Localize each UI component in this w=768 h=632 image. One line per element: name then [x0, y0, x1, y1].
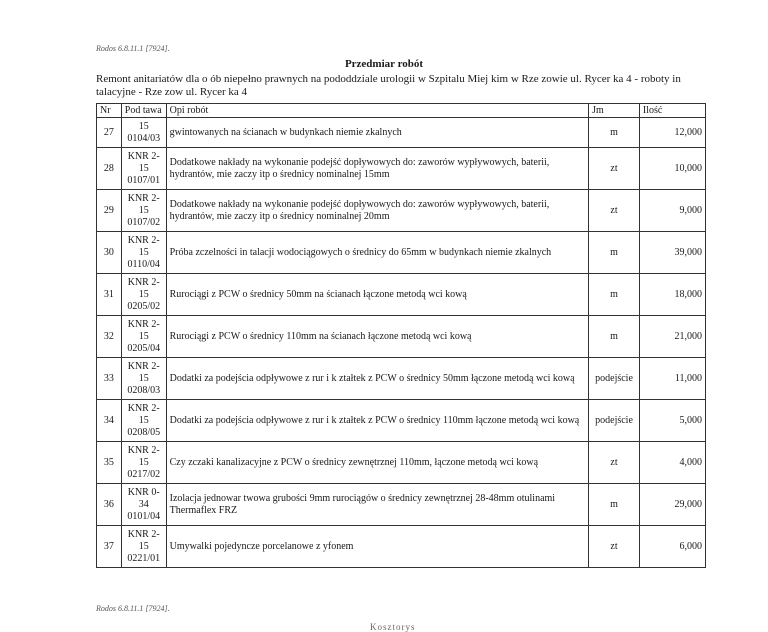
row-basis — [121, 484, 166, 526]
basis-line: 15 — [138, 162, 149, 174]
basis-line: 15 — [138, 456, 149, 468]
row-quantity: 12,000 — [639, 118, 705, 148]
document-title: Przedmiar robót — [344, 58, 424, 70]
basis-line: KNR 2- — [127, 402, 160, 414]
row-quantity: 10,000 — [639, 148, 705, 190]
basis-line: 15 — [138, 330, 149, 342]
row-number: 35 — [97, 442, 122, 484]
row-description: Czy zczaki kanalizacyjne z PCW o średnicy zewnętrznej 110mm, łączone metodą wci kową — [166, 442, 588, 484]
row-quantity: 21,000 — [639, 316, 705, 358]
basis-line: 0205/04 — [127, 342, 161, 354]
table-header-row — [97, 104, 706, 118]
row-unit: m — [589, 232, 640, 274]
row-unit: podejście — [589, 400, 640, 442]
row-unit: zt — [589, 190, 640, 232]
row-number: 33 — [97, 358, 122, 400]
basis-line: 15 — [138, 414, 149, 426]
row-quantity: 39,000 — [639, 232, 705, 274]
basis-line: KNR 0- — [127, 486, 160, 498]
basis-line: KNR 2- — [127, 360, 160, 372]
basis-line: 15 — [138, 372, 149, 384]
column-header-description: Opi robót — [166, 104, 588, 118]
table-row — [97, 274, 706, 316]
basis-line: KNR 2- — [127, 318, 160, 330]
row-number: 37 — [97, 526, 122, 568]
row-description: Dodatkowe nakłady na wykonanie podejść dopływowych do: zaworów wypływowych, baterii, hydrantów, mie zaczy itp o średnicy nominalnej 20mm — [166, 190, 588, 232]
row-number: 36 — [97, 484, 122, 526]
row-basis — [121, 316, 166, 358]
basis-line: 0101/04 — [127, 510, 161, 522]
row-basis — [121, 400, 166, 442]
basis-line: KNR 2- — [127, 444, 160, 456]
row-unit: m — [589, 316, 640, 358]
basis-line: 15 — [138, 204, 149, 216]
row-quantity: 6,000 — [639, 526, 705, 568]
row-description: Rurociągi z PCW o średnicy 110mm na ścianach łączone metodą wci kową — [166, 316, 588, 358]
row-number: 31 — [97, 274, 122, 316]
row-quantity: 9,000 — [639, 190, 705, 232]
table-row — [97, 190, 706, 232]
basis-line: 15 — [138, 120, 149, 132]
header-note: Rodos 6.8.11.1 [7924]. — [96, 44, 170, 53]
row-description: Próba zczelności in talacji wodociągowych o średnicy do 65mm w budynkach niemie zkalnych — [166, 232, 588, 274]
row-description: Umywalki pojedyncze porcelanowe z yfonem — [166, 526, 588, 568]
row-unit: m — [589, 118, 640, 148]
row-quantity: 29,000 — [639, 484, 705, 526]
row-number: 32 — [97, 316, 122, 358]
row-number: 30 — [97, 232, 122, 274]
basis-line: 0107/01 — [127, 174, 161, 186]
table-row — [97, 118, 706, 148]
next-section-heading-partial: Kosztorys — [370, 622, 416, 632]
table-row — [97, 442, 706, 484]
basis-line: 15 — [138, 246, 149, 258]
row-number: 29 — [97, 190, 122, 232]
column-header-basis: Pod tawa — [121, 104, 166, 118]
row-description: gwintowanych na ścianach w budynkach niemie zkalnych — [166, 118, 588, 148]
row-unit: zt — [589, 442, 640, 484]
table-row — [97, 484, 706, 526]
basis-line: KNR 2- — [127, 192, 160, 204]
row-basis — [121, 190, 166, 232]
row-description: Rurociągi z PCW o średnicy 50mm na ścianach łączone metodą wci kową — [166, 274, 588, 316]
row-unit: zt — [589, 526, 640, 568]
footer-note: Rodos 6.8.11.1 [7924]. — [96, 604, 170, 613]
basis-line: KNR 2- — [127, 528, 160, 540]
column-header-nr: Nr — [97, 104, 122, 118]
column-header-unit: Jm — [589, 104, 640, 118]
basis-line: 0208/05 — [127, 426, 161, 438]
row-basis — [121, 118, 166, 148]
row-description: Dodatki za podejścia odpływowe z rur i k ztałtek z PCW o średnicy 50mm łączone metodą wci kową — [166, 358, 588, 400]
basis-line: KNR 2- — [127, 276, 160, 288]
row-number: 28 — [97, 148, 122, 190]
basis-line: 0104/03 — [127, 132, 161, 144]
bill-of-quantities-table — [96, 103, 706, 568]
row-quantity: 18,000 — [639, 274, 705, 316]
table-row — [97, 400, 706, 442]
row-basis — [121, 526, 166, 568]
basis-line: 15 — [138, 540, 149, 552]
row-description: Dodatkowe nakłady na wykonanie podejść dopływowych do: zaworów wypływowych, baterii, hydrantów, mie zaczy itp o średnicy nominalnej 15mm — [166, 148, 588, 190]
basis-line: 15 — [138, 288, 149, 300]
row-basis — [121, 358, 166, 400]
row-unit: podejście — [589, 358, 640, 400]
table-row — [97, 358, 706, 400]
row-number: 34 — [97, 400, 122, 442]
row-unit: m — [589, 484, 640, 526]
column-header-quantity: Ilość — [639, 104, 705, 118]
table-row — [97, 148, 706, 190]
row-description: Izolacja jednowar twowa grubości 9mm rurociągów o średnicy zewnętrznej 28-48mm otulinami Thermaflex FRZ — [166, 484, 588, 526]
row-quantity: 11,000 — [639, 358, 705, 400]
basis-line: 34 — [138, 498, 149, 510]
table-row — [97, 232, 706, 274]
basis-line: 0221/01 — [127, 552, 161, 564]
document-description: Remont anitariatów dla o ób niepełno prawnych na pododdziale urologii w Szpitalu Miej kim w Rze zowie ul. Rycer ka 4 - roboty in talacyjne - Rze zow ul. Rycer ka 4 — [96, 73, 681, 98]
row-quantity: 5,000 — [639, 400, 705, 442]
row-basis — [121, 148, 166, 190]
row-description: Dodatki za podejścia odpływowe z rur i k ztałtek z PCW o średnicy 110mm łączone metodą wci kową — [166, 400, 588, 442]
basis-line: KNR 2- — [127, 234, 160, 246]
row-unit: zt — [589, 148, 640, 190]
row-unit: m — [589, 274, 640, 316]
basis-line: 0107/02 — [127, 216, 161, 228]
table-row — [97, 526, 706, 568]
basis-line: KNR 2- — [127, 150, 160, 162]
row-quantity: 4,000 — [639, 442, 705, 484]
basis-line: 0208/03 — [127, 384, 161, 396]
basis-line: 0110/04 — [127, 258, 160, 270]
basis-line: 0205/02 — [127, 300, 161, 312]
basis-line: 0217/02 — [127, 468, 161, 480]
table-row — [97, 316, 706, 358]
table-body — [97, 118, 706, 568]
row-basis — [121, 442, 166, 484]
row-basis — [121, 232, 166, 274]
row-number: 27 — [97, 118, 122, 148]
row-basis — [121, 274, 166, 316]
